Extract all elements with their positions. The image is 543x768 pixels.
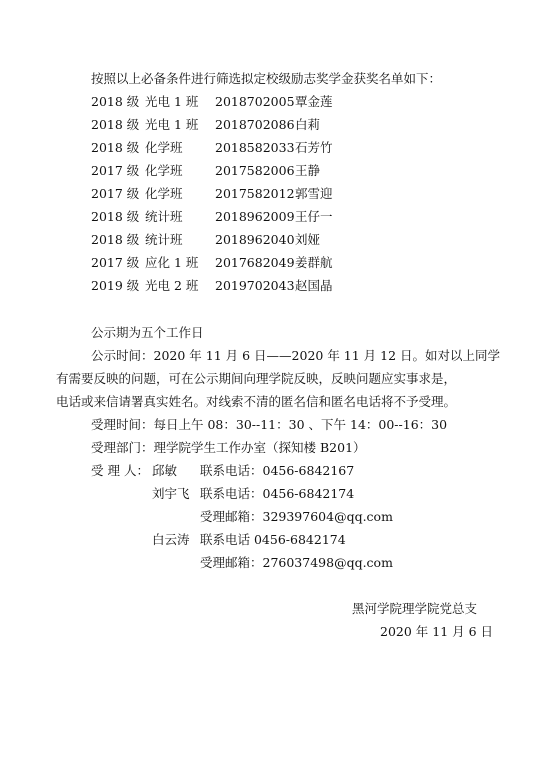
awardee-name: 王静: [295, 163, 321, 178]
awardee-class: 光电 2 班: [145, 278, 199, 293]
notice-time-line-3: 电话或来信请署真实姓名。对线索不清的匿名信和匿名电话将不予受理。: [56, 394, 457, 409]
awardee-class: 应化 1 班: [145, 255, 199, 270]
awardee-class: 光电 1 班: [145, 94, 199, 109]
notice-time-line-1: 公示时间：2020 年 11 月 6 日——2020 年 11 月 12 日。如对以上同学: [91, 348, 501, 363]
awardee-class: 化学班: [145, 140, 183, 155]
contact-3-name: 白云涛: [152, 532, 190, 547]
awardee-grade: 2017 级: [91, 163, 140, 178]
awardee-name: 覃金莲: [295, 94, 333, 109]
awardee-name: 郭雪迎: [295, 186, 333, 201]
notice-period: 公示期为五个工作日: [91, 325, 204, 340]
contact-label: 受 理 人：: [91, 463, 149, 478]
awardee-student-id: 2018702086: [215, 117, 295, 132]
contact-1-phone: 联系电话：0456-6842167: [200, 463, 355, 478]
awardee-student-id: 2018962009: [215, 209, 295, 224]
signature-date: 2020 年 11 月 6 日: [380, 624, 494, 639]
awardee-class: 统计班: [145, 209, 183, 224]
awardee-grade: 2018 级: [91, 209, 140, 224]
awardee-grade: 2017 级: [91, 186, 140, 201]
awardee-name: 石芳竹: [295, 140, 333, 155]
intro-line: 按照以上必备条件进行筛选拟定校级励志奖学金获奖名单如下：: [91, 71, 442, 86]
awardee-name: 白莉: [295, 117, 321, 132]
contact-1-name: 邱敏: [152, 463, 178, 478]
notice-time-line-2: 有需要反映的问题，可在公示期间向理学院反映，反映问题应实事求是，: [56, 371, 457, 386]
awardee-name: 王仔一: [295, 209, 333, 224]
awardee-student-id: 2018702005: [215, 94, 295, 109]
awardee-name: 赵国晶: [295, 278, 333, 293]
awardee-student-id: 2018582033: [215, 140, 295, 155]
awardee-student-id: 2017582012: [215, 186, 295, 201]
contact-2-name: 刘宇飞: [152, 486, 190, 501]
awardee-class: 光电 1 班: [145, 117, 199, 132]
awardee-grade: 2018 级: [91, 117, 140, 132]
awardee-class: 统计班: [145, 232, 183, 247]
awardee-class: 化学班: [145, 186, 183, 201]
contact-2-phone: 联系电话：0456-6842174: [200, 486, 355, 501]
awardee-grade: 2017 级: [91, 255, 140, 270]
contact-3-email: 受理邮箱：276037498@qq.com: [200, 555, 393, 570]
signature-org: 黑河学院理学院党总支: [352, 601, 478, 616]
awardee-student-id: 2018962040: [215, 232, 295, 247]
awardee-grade: 2018 级: [91, 94, 140, 109]
awardee-grade: 2018 级: [91, 232, 140, 247]
notice-dept: 受理部门：理学院学生工作办室（探知楼 B201）: [91, 440, 366, 455]
awardee-student-id: 2017682049: [215, 255, 295, 270]
awardee-name: 刘娅: [295, 232, 321, 247]
contact-3-phone: 联系电话 0456-6842174: [200, 532, 346, 547]
awardee-name: 姜群航: [295, 255, 333, 270]
awardee-student-id: 2019702043: [215, 278, 295, 293]
awardee-student-id: 2017582006: [215, 163, 295, 178]
awardee-class: 化学班: [145, 163, 183, 178]
contact-2-email: 受理邮箱：329397604@qq.com: [200, 509, 393, 524]
awardee-grade: 2019 级: [91, 278, 140, 293]
notice-hours: 受理时间：每日上午 08：30--11：30 、下午 14：00--16：30: [91, 417, 448, 432]
awardee-grade: 2018 级: [91, 140, 140, 155]
